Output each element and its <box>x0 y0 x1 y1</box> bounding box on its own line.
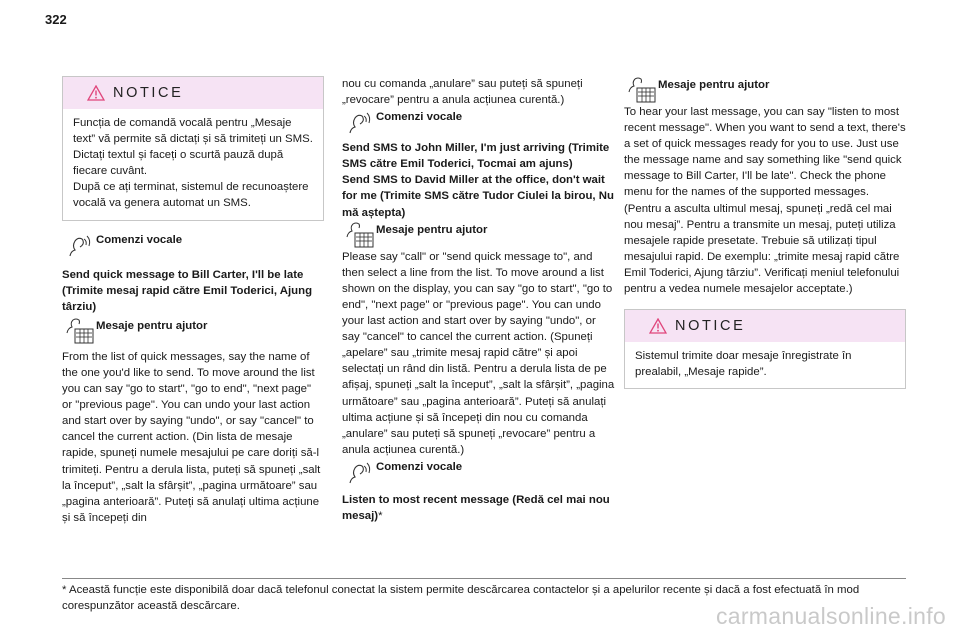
notice-text: Sistemul trimite doar mesaje înregistrate în prealabil, „Mesaje rapide”. <box>635 350 852 379</box>
page-number: 322 <box>45 12 67 27</box>
voice-command-icon <box>62 231 96 259</box>
notice-header <box>625 310 905 342</box>
notice-title: NOTICE <box>113 84 184 101</box>
voice-commands-heading: Comenzi vocale <box>96 233 183 246</box>
voice-commands-heading: Comenzi vocale <box>376 460 463 473</box>
column-3 <box>624 76 906 389</box>
notice-header <box>63 77 323 109</box>
footnote-marker: * <box>378 509 383 522</box>
footnote-divider <box>62 578 906 579</box>
help-messages-heading: Mesaje pentru ajutor <box>658 79 770 91</box>
footnote: * Această funcție este disponibilă doar dacă telefonul conectat la sistem permite descărcarea contactelor și a apelurilor recente și dacă a fost efectuată în mod corespunzător această descărcare. <box>62 584 860 613</box>
column-2 <box>342 76 616 524</box>
voice-command-icon <box>342 108 376 136</box>
help-keyboard-icon <box>342 221 376 249</box>
help-keyboard-icon <box>624 76 658 104</box>
notice-title: NOTICE <box>675 318 746 335</box>
voice-commands-heading: Comenzi vocale <box>376 111 463 124</box>
voice-command-text: Send quick message to Bill Carter, I'll be late (Trimite mesaj rapid către Emil Toderici, Ajung târziu) <box>62 268 313 313</box>
help-text: From the list of quick messages, say the name of the one you'd like to send. To move around the list you can say "go to start", "go to end", "next page" or "previous page". You can undo your last action and start over by saying "undo", or say "cancel" to cancel the current action. (Din lista de mesaje rapide, spuneți numele mesajului pe care doriți să-l trimiteți. Pentru a derula lista, puteți să spuneți „salt la început”, „salt la sfârșit”, „pagina următoare” sau „pagina anterioară”. Puteți să anulați ultima acțiune și să începeți din <box>62 350 321 524</box>
voice-command-icon <box>342 458 376 486</box>
continued-text: nou cu comanda „anulare” sau puteți să spuneți „revocare” pentru a anula acțiunea curentă.) <box>342 78 583 107</box>
voice-command-text: Listen to most recent message (Redă cel mai nou mesaj) <box>342 493 610 522</box>
warning-triangle-icon <box>87 85 105 101</box>
help-messages-heading: Mesaje pentru ajutor <box>96 319 208 332</box>
notice-box <box>62 76 324 221</box>
notice-text: Funcția de comandă vocală pentru „Mesaje text” vă permite să dictați și să trimiteți un SMS. Dictați textul și faceți o scurtă pauză după fiecare cuvânt. După ce ați terminat, sistemul de recunoaștere vocală va genera automat un SMS. <box>73 117 313 210</box>
column-1 <box>62 76 324 526</box>
voice-command-text: Send SMS to John Miller, I'm just arriving (Trimite SMS către Emil Toderici, Tocmai am ajuns) Send SMS to David Miller at the office, don't wait for me (Trimite SMS către Tudor Ciulei la birou, Nu mă aștepta) <box>342 142 614 219</box>
notice-box <box>624 309 906 389</box>
help-text: Please say "call" or "send quick message to", and then select a line from the list. To move around a list shown on the display, you can say "go to start", "go to end", "next page" or "previous page". You can undo your last action and start over by saying "undo", or say "cancel" to cancel the current action. (Spuneți „apelare” sau „trimite mesaj rapid către” și apoi selectați un rând din listă. Pentru a derula lista de pe afișaj, spuneți „salt la început”, „salt la sfârșit”, „pagina următoare” sau „pagina anterioară”. Puteți să anulați ultima acțiune și să începeți din nou cu comanda „anulare” sau puteți să spuneți „revocare” pentru a anula acțiunea curentă.) <box>342 250 615 456</box>
watermark: carmanualsonline.info <box>715 603 946 629</box>
help-text: To hear your last message, you can say "listen to most recent message". When you want to send a text, there's a set of quick messages ready for you to use. Just use the message name and say something like "send quick message to Bill Carter, I'll be late". Check the phone menu for the names of the supported messages. (Pentru a asculta ultimul mesaj, spuneți „redă cel mai nou mesaj”. Pentru a transmite un mesaj, puteți utiliza mesajele rapide presetate. Trebuie să utilizați tipul mesajului rapid. De exemplu: „trimite mesaj rapid către Emil Toderici, Ajung târziu”. Verificați meniul telefonului pentru a vedea numele mesajelor acceptate.) <box>624 106 906 296</box>
help-messages-heading: Mesaje pentru ajutor <box>376 223 488 236</box>
help-keyboard-icon <box>62 317 96 345</box>
warning-triangle-icon <box>649 318 667 334</box>
